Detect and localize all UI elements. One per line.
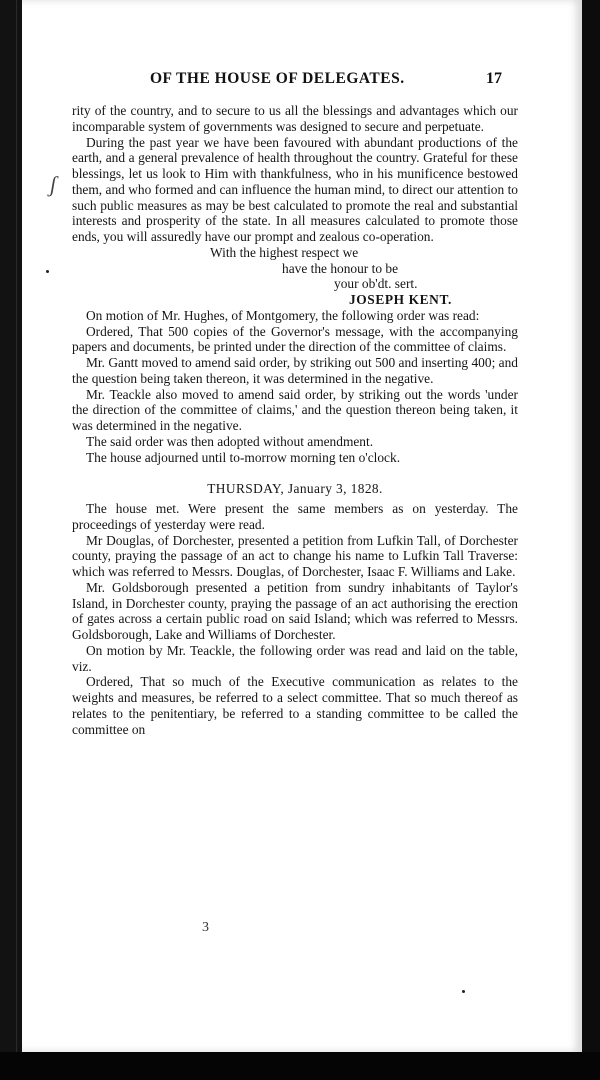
paragraph: During the past year we have been favoured with abundant productions of the earth, and a general prevalence of health throughout the country. Grateful for these blessings, let us look to Him with thankfulness, who in his munificence bestowed them, and who formed and can influence the human mind, to direct our attention to such public measures as may be best calculated to promote the real and substantial interests and prosperity of the state. In all measures calculated to promote those ends, you will assuredly have our prompt and zealous co-operation. [72,134,518,244]
paragraph: On motion of Mr. Hughes, of Montgomery, the following order was read: [86,307,480,323]
page-body [72,103,518,737]
paragraph: On motion by Mr. Teackle, the following order was read and laid on the table, viz. [72,642,518,674]
margin-pencil-mark: ʃ [50,172,57,197]
paragraph: The house met. Were present the same members as on yesterday. The proceedings of yesterday were read. [72,501,518,532]
scan-left-border [0,0,22,1080]
paragraph: rity of the country, and to secure to us all the blessings and advantages which our incomparable system of governments was designed to secure and perpetuate. [72,103,518,134]
paragraph: Mr. Gantt moved to amend said order, by striking out 500 and inserting 400; and the question being taken thereon, it was determined in the negative. [72,355,518,386]
ink-speck [46,270,49,273]
running-title: OF THE HOUSE OF DELEGATES. [150,70,405,87]
closing-line: have the honour to be [282,260,399,276]
page-fold-line [16,0,17,1052]
page-number: 17 [486,70,502,87]
signature-mark: 3 [202,920,209,935]
paragraph: The house adjourned until to-morrow morning ten o'clock. [86,449,401,465]
paragraph: Ordered, That 500 copies of the Governor's message, with the accompanying papers and documents, be printed under the direction of the committee of claims. [72,323,518,355]
scan-right-border [582,0,600,1080]
day-heading: THURSDAY, January 3, 1828. [207,481,383,497]
signature-name: JOSEPH KENT. [349,292,452,307]
book-page [22,0,582,1052]
scan-bottom-border [0,1052,600,1080]
paragraph: Ordered, That so much of the Executive communication as relates to the weights and measures, be referred to a select committee. That so much thereof as relates to the penitentiary, be referred to a standing committee to be called the committee on [72,674,518,737]
paragraph: Mr. Goldsborough presented a petition from sundry inhabitants of Taylor's Island, in Dorchester county, praying the passage of an act authorising the erection of gates across a certain public road on said Island; which was referred to Messrs. Goldsborough, Lake and Williams of Dorchester. [72,579,518,642]
paragraph: Mr. Teackle also moved to amend said order, by striking out the words 'under the direction of the committee of claims,' and the question thereon being taken, it was determined in the negative. [72,386,518,433]
closing-line: With the highest respect we [210,244,359,260]
ink-speck [462,990,465,993]
paragraph: The said order was then adopted without amendment. [86,433,374,449]
closing-line: your ob'dt. sert. [334,276,418,292]
paragraph: Mr Douglas, of Dorchester, presented a petition from Lufkin Tall, of Dorchester county, praying the passage of an act to change his name to Lufkin Tall Traverse: which was referred to Messrs. Douglas, of Dorchester, Isaac F. Williams and Lake. [72,532,518,579]
